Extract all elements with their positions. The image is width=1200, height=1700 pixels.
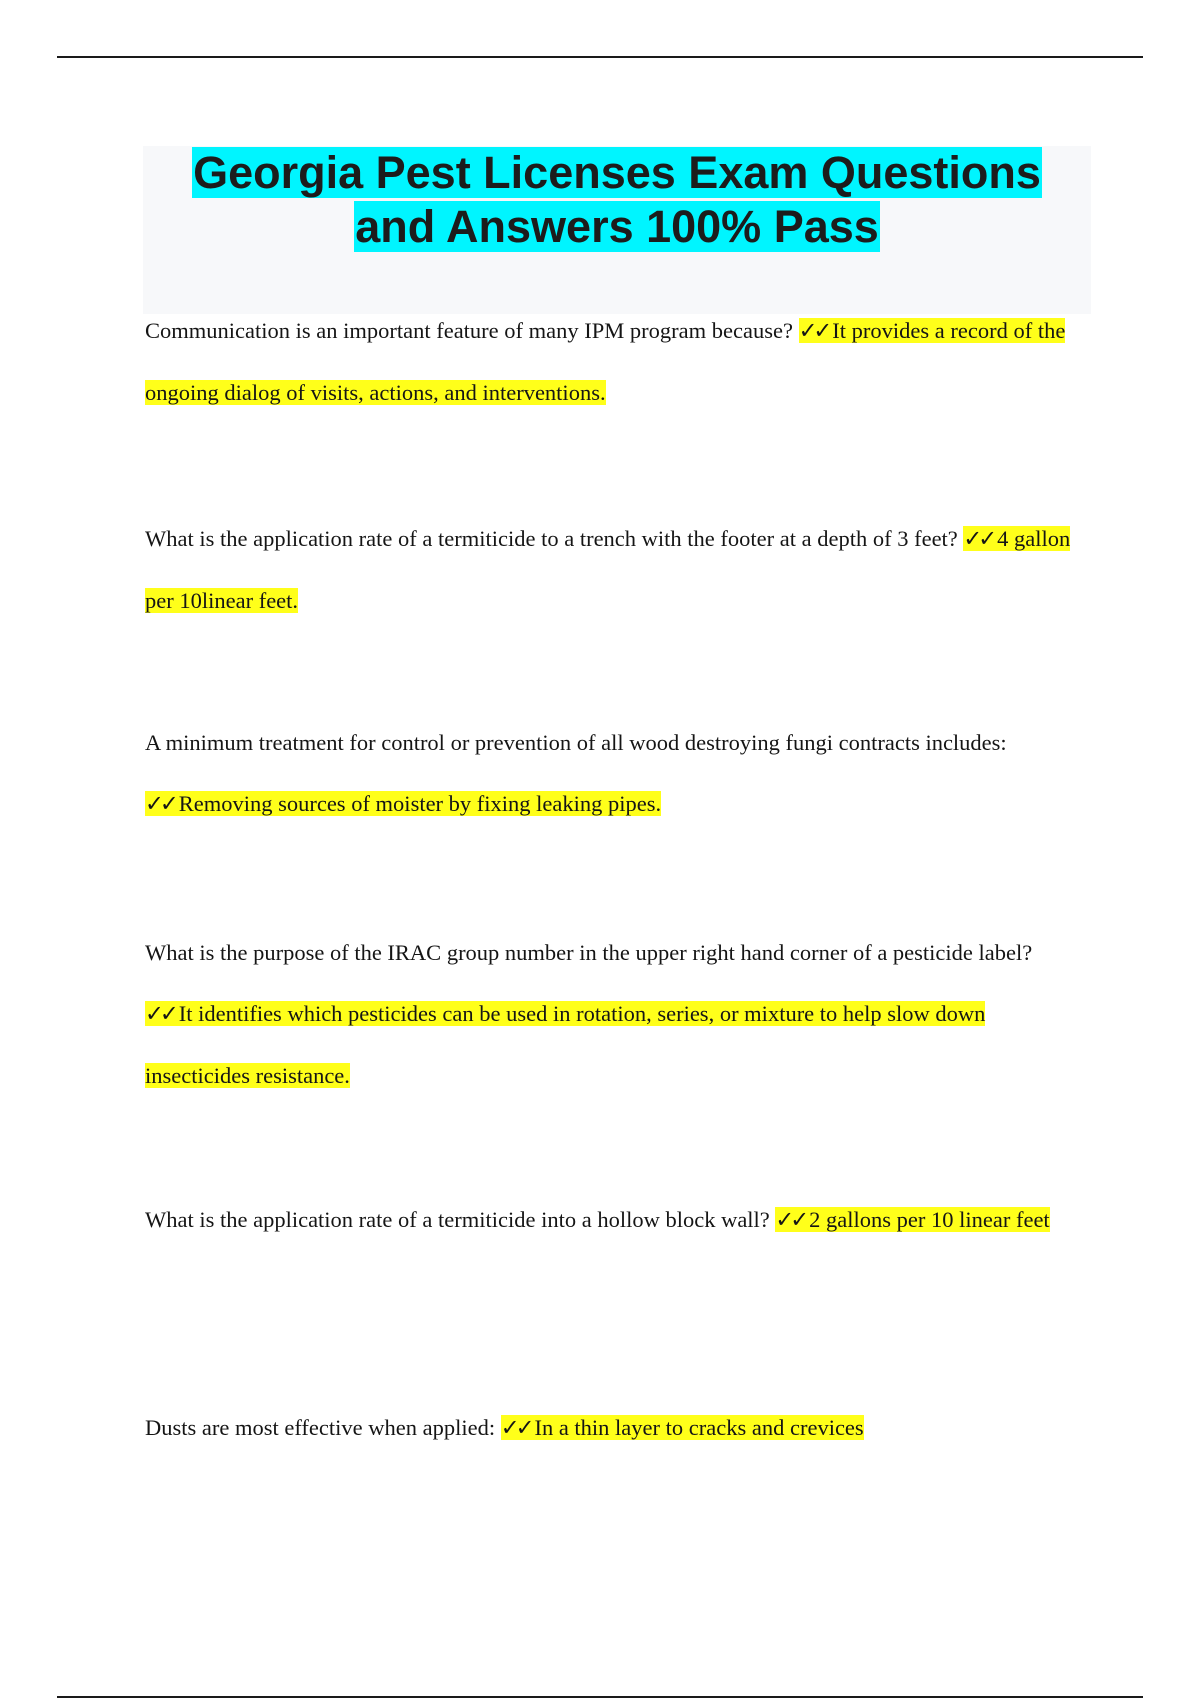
answer-highlight xyxy=(145,791,661,816)
question-text: What is the application rate of a termiticide to a trench with the footer at a depth of 3 feet? xyxy=(145,526,958,551)
qa-item-6 xyxy=(145,1397,1080,1459)
double-check-icon: ✓✓ xyxy=(145,1001,175,1027)
answer-highlight xyxy=(775,1207,1049,1232)
title-line-2: and Answers 100% Pass xyxy=(355,201,879,252)
double-check-icon: ✓✓ xyxy=(145,791,175,817)
answer-text: It provides a record of the ongoing dialog of visits, actions, and interventions. xyxy=(145,318,1066,405)
qa-item-5 xyxy=(145,1189,1080,1251)
footer-rule xyxy=(57,1696,1143,1698)
question-text: Dusts are most effective when applied: xyxy=(145,1415,496,1440)
answer-text: Removing sources of moister by fixing leaking pipes. xyxy=(178,791,662,816)
answer-text: It identifies which pesticides can be used in rotation, series, or mixture to help slow down insecticides resistance. xyxy=(145,1001,986,1088)
answer-text: 4 gallon per 10linear feet. xyxy=(145,526,1071,613)
question-text: What is the purpose of the IRAC group number in the upper right hand corner of a pesticide label? xyxy=(145,940,1033,965)
double-check-icon: ✓✓ xyxy=(500,1415,531,1441)
header-rule xyxy=(57,56,1143,58)
answer-text: 2 gallons per 10 linear feet xyxy=(809,1207,1050,1232)
question-text: A minimum treatment for control or prevention of all wood destroying fungi contracts includes: xyxy=(145,730,1007,755)
double-check-icon: ✓✓ xyxy=(798,318,829,344)
answer-highlight xyxy=(145,1001,985,1088)
qa-item-3 xyxy=(145,712,1080,835)
qa-item-1 xyxy=(145,300,1080,423)
title-line-1: Georgia Pest Licenses Exam Questions xyxy=(193,147,1041,198)
question-text: Communication is an important feature of many IPM program because? xyxy=(145,318,793,343)
double-check-icon: ✓✓ xyxy=(775,1207,806,1233)
answer-text: In a thin layer to cracks and crevices xyxy=(534,1415,864,1440)
double-check-icon: ✓✓ xyxy=(963,526,994,552)
question-text: What is the application rate of a termiticide into a hollow block wall? xyxy=(145,1207,770,1232)
document-title xyxy=(143,146,1091,254)
qa-item-4 xyxy=(145,922,1080,1106)
answer-highlight xyxy=(501,1415,864,1440)
qa-item-2 xyxy=(145,508,1080,631)
